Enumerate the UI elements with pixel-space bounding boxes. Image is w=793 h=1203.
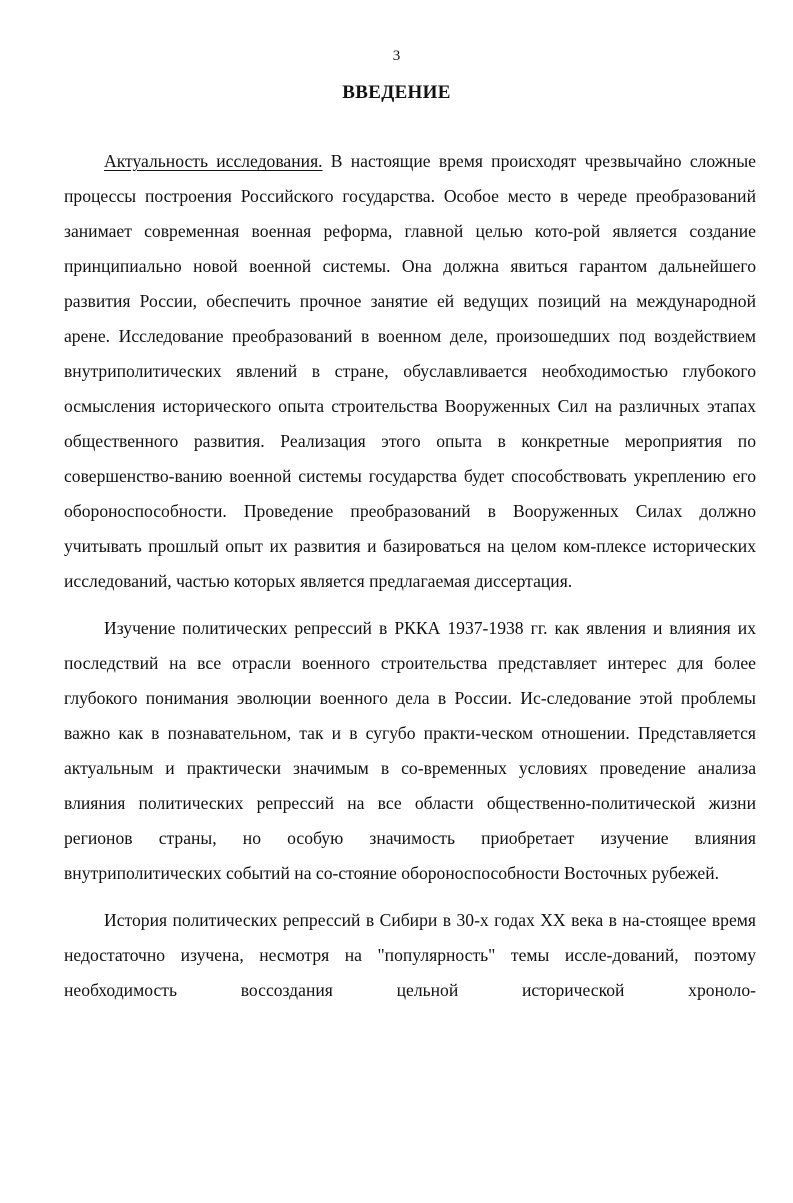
relevance-text: В настоящие время происходят чрезвычайно сложные процессы построения Российского государства. Особое место в череде преобразований занимает современная военная реформа, главной целью кото-рой является создание принципиально новой военной системы. Она должна явиться гарантом дальнейшего развития России, обеспечить прочное занятие ей ведущих позиций на международной арене. Исследование преобразований в военном деле, произошедших под воздействием внутриполитических явлений в стране, обуславливается необходимостью глубокого осмысления исторического опыта строительства Вооруженных Сил на различных этапах общественного развития. Реализация этого опыта в конкретные мероприятия по совершенство-ванию военной системы государства будет способствовать укреплению его обороноспособности. Проведение преобразований в Вооруженных Силах должно учитывать прошлый опыт их развития и базироваться на целом ком-плексе исторических исследований, частью которых является предлагаемая диссертация. (64, 151, 756, 591)
repressions-text: Изучение политических репрессий в РККА 1937-1938 гг. как явления и влияния их последствий на все отрасли военного строительства представляет интерес для более глубокого понимания эволюции военного дела в России. Ис-следование этой проблемы важно как в познавательном, так и в сугубо практи-ческом отношении. Представляется актуальным и практически значимым в со-временных условиях проведение анализа влияния политических репрессий на все области общественно-политической жизни регионов страны, но особую значимость приобретает изучение влияния внутриполитических событий на со-стояние обороноспособности Восточных рубежей. (64, 618, 756, 883)
history-text: История политических репрессий в Сибири в 30-х годах XX века в на-стоящее время недостаточно изучена, несмотря на "популярность" темы иссле-дований, поэтому необходимость воссоздания цельной исторической хроноло- (64, 910, 756, 1000)
page-title: ВВЕДЕНИЕ (342, 82, 451, 103)
paragraph-gap (64, 891, 756, 903)
relevance-label: Актуальность исследования. (104, 151, 323, 171)
paragraph-gap (64, 599, 756, 611)
paragraph-repressions (64, 611, 756, 891)
document-body (64, 144, 756, 1008)
paragraph-history (64, 903, 756, 1008)
page-number: 3 (392, 48, 401, 64)
paragraph-relevance (64, 144, 756, 599)
